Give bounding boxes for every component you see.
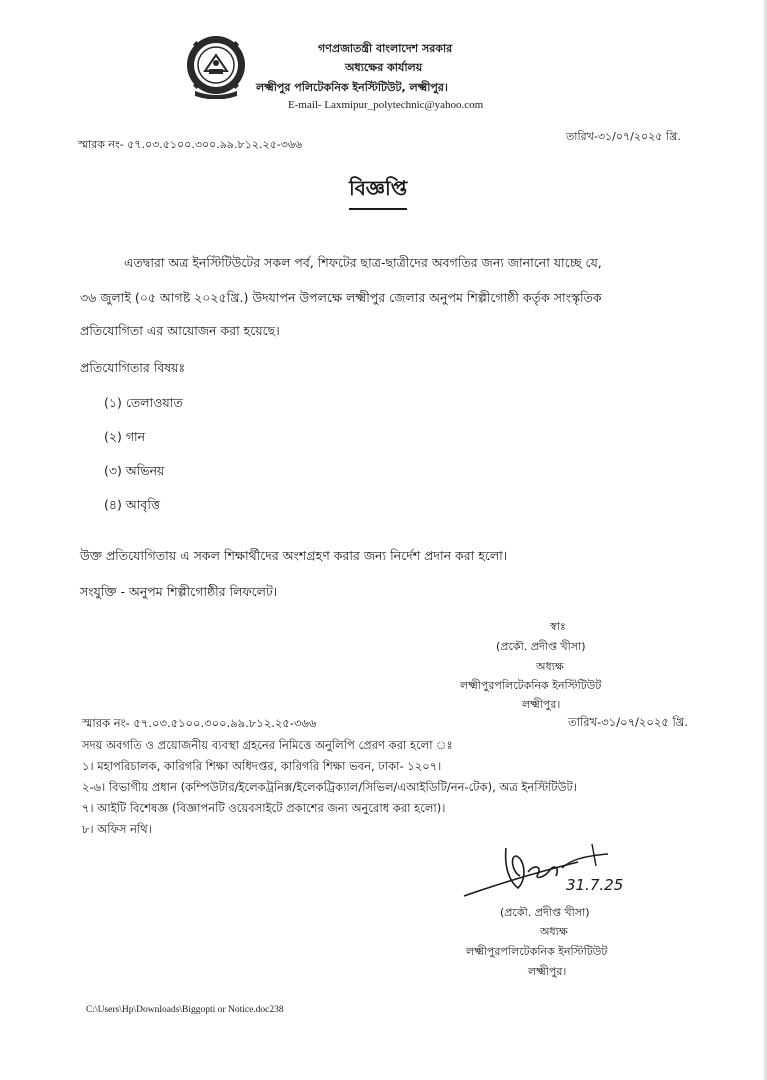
signatory-place-2: লক্ষ্মীপুর।: [528, 965, 567, 978]
handwritten-date: 31.7.25: [566, 876, 624, 894]
header-email: E-mail- Laxmipur_polytechnic@yahoo.com: [288, 99, 484, 111]
signature-label: স্বাঃ: [550, 620, 566, 633]
signatory-name-1: (প্রকৌ. প্রদীপ্ত খীসা): [496, 640, 586, 653]
header-institute-line: লক্ষ্মীপুর পলিটেকনিক ইনস্টিটিউট, লক্ষ্মীপুর।: [256, 81, 448, 94]
signatory-designation-1: অধ্যক্ষ: [536, 660, 564, 673]
memo-date: তারিখ-৩১/০৭/২০২৫ খ্রি.: [566, 130, 681, 143]
footer-file-path: C:\Users\Hp\Downloads\Biggopti or Notice.doc238: [86, 1005, 284, 1015]
signatory-institute-1: লক্ষ্মীপুরপলিটেকনিক ইনস্টিটিউট: [460, 679, 602, 692]
attachment-line: সংযুক্তি - অনুপম শিল্পীগোষ্ঠীর লিফলেট।: [80, 584, 278, 599]
header-office-line: অধ্যক্ষের কার্যালয়: [345, 61, 423, 74]
signatory-designation-2: অধ্যক্ষ: [540, 925, 568, 938]
copy-intro: সদয় অবগতি ও প্রয়োজনীয় ব্যবস্থা গ্রহনের নিমিত্তে অনুলিপি প্রেরণ করা হলো ঃ: [82, 738, 453, 752]
page-edge-shadow: [762, 0, 767, 1080]
copy-item-3: ৭। আইটি বিশেষজ্ঞ (বিজ্ঞাপনটি ওয়েবসাইটে প্রকাশের জন্য অনুরোধ করা হলো)।: [82, 801, 446, 815]
copy-item-4: ৮। অফিস নথি।: [82, 822, 152, 836]
header-govt-line: গণপ্রজাতন্ত্রী বাংলাদেশ সরকার: [318, 42, 453, 55]
topic-item-1: (১) তেলাওয়াত: [104, 395, 183, 410]
copy-item-2: ২-৬। বিভাগীয় প্রধান (কম্পিউটার/ইলেকট্রনিক্স/ইলেকট্রিক্যাল/সিভিল/এআইডিটি/নন-টেক), অত্র ইনস্টিটিউট।: [82, 780, 577, 794]
topic-item-3: (৩) অভিনয়: [104, 463, 165, 478]
signatory-name-2: (প্রকৌ. প্রদীপ্ত খীসা): [500, 906, 590, 919]
signatory-place-1: লক্ষ্মীপুর।: [522, 698, 561, 711]
signatory-institute-2: লক্ষ্মীপুরপলিটেকনিক ইনস্টিটিউট: [466, 945, 608, 958]
notice-paragraph-line-1: এতদ্বারা অত্র ইনস্টিটিউটের সকল পর্ব, শিফটের ছাত্র-ছাত্রীদের অবগতির জন্য জানানো যাচ্ছে যে,: [124, 255, 602, 270]
topic-item-2: (২) গান: [104, 429, 146, 444]
notice-paragraph-line-2: ৩৬ জুলাই (০৫ আগষ্ট ২০২৫খ্রি.) উদযাপন উপলক্ষে লক্ষ্মীপুর জেলার অনুপম শিল্পীগোষ্ঠী কর্তৃক সাংস্কৃতিক: [80, 290, 602, 305]
copy-item-1: ১। মহাপরিচালক, কারিগরি শিক্ষা অধিদপ্তর, কারিগরি শিক্ষা ভবন, ঢাকা- ১২০৭।: [82, 759, 442, 773]
copy-memo-number: স্মারক নং- ৫৭.০৩.৫১০০.৩০০.৯৯.৮১২.২৫-৩৬৬: [82, 716, 317, 730]
topics-heading: প্রতিযোগিতার বিষয়ঃ: [80, 360, 186, 375]
instruction-line: উক্ত প্রতিযোগিতায় এ সকল শিক্ষার্থীদের অংশগ্রহণ করার জন্য নির্দেশ প্রদান করা হলো।: [80, 548, 508, 563]
notice-paragraph-line-3: প্রতিযোগিতা এর আয়োজন করা হয়েছে।: [80, 323, 280, 338]
notice-title: বিজ্ঞপ্তি: [349, 174, 407, 210]
copy-memo-date: তারিখ-৩১/০৭/২০২৫ খ্রি.: [568, 715, 688, 729]
handwritten-signature: [458, 838, 638, 904]
institute-emblem-icon: [183, 33, 249, 99]
memo-number: স্মারক নং- ৫৭.০৩.৫১০০.৩০০.৯৯.৮১২.২৫-৩৬৬: [78, 138, 303, 151]
topic-item-4: (৪) আবৃত্তি: [104, 497, 160, 512]
